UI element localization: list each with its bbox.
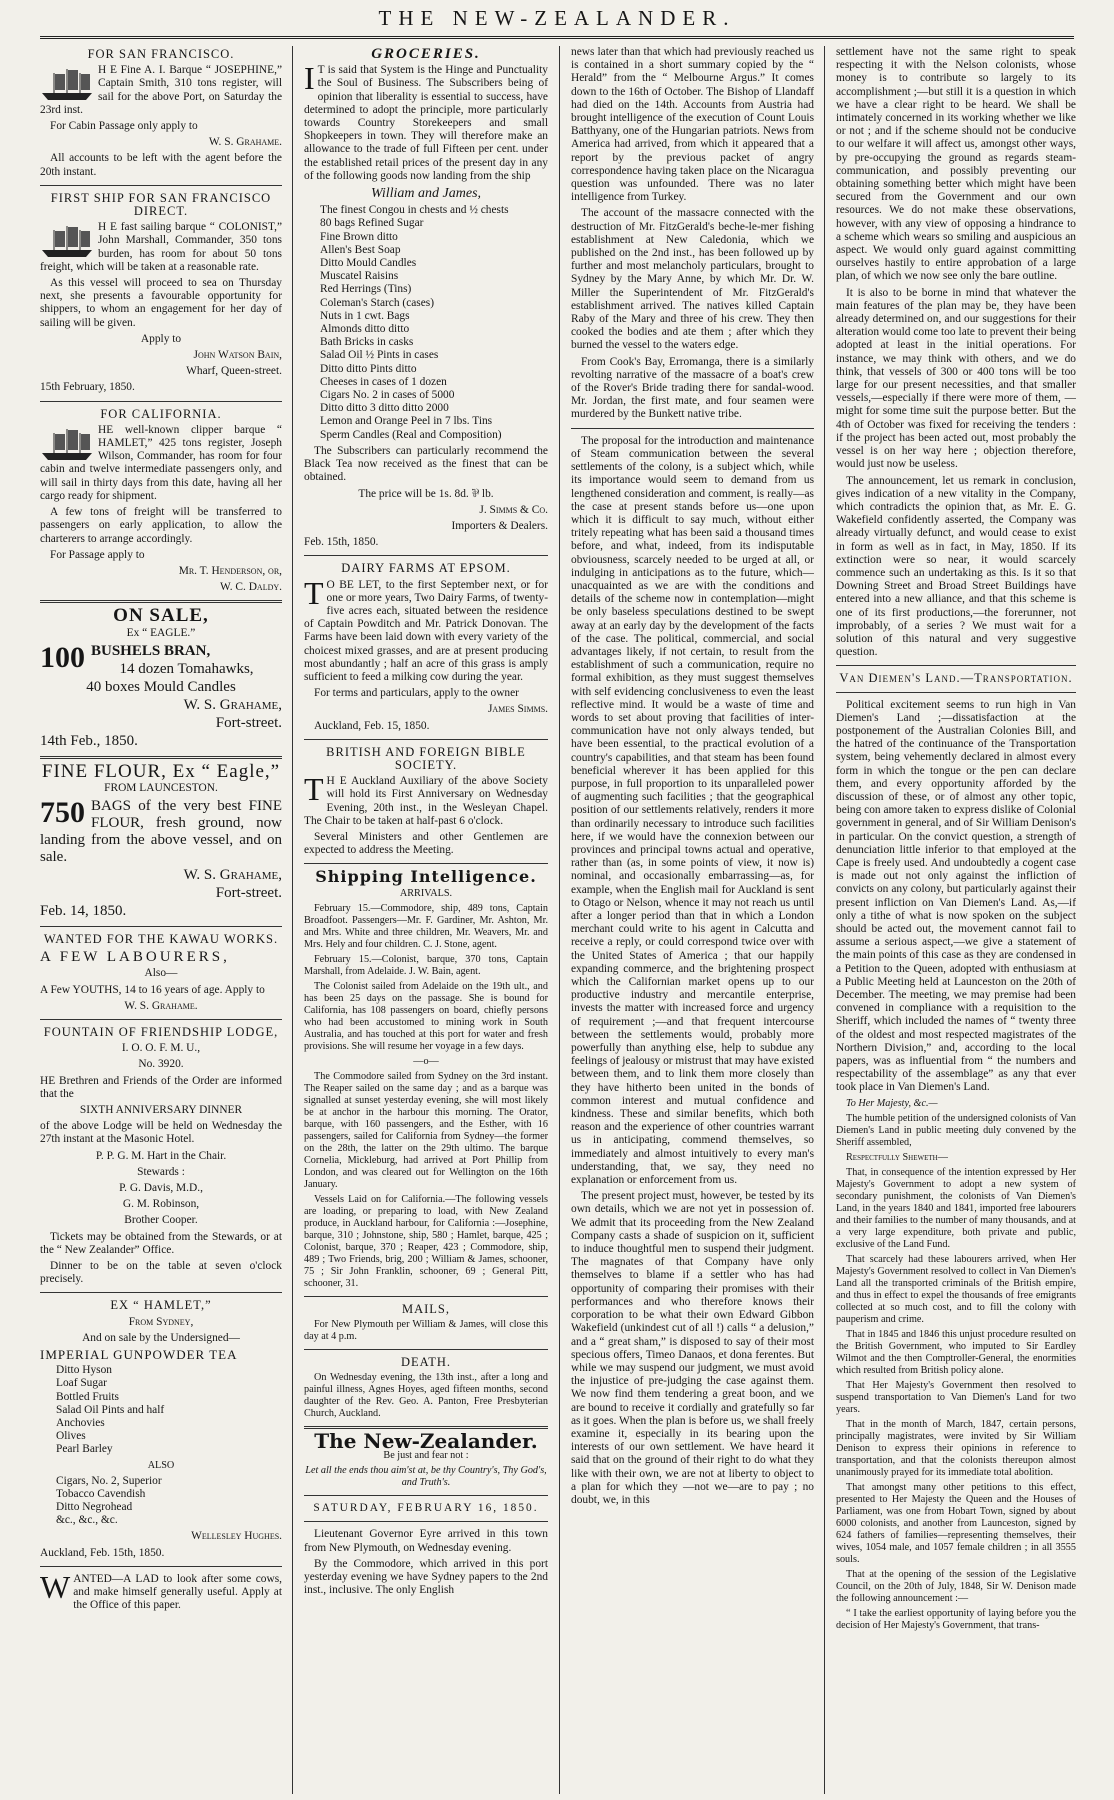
kawau-labourers: A FEW LABOURERS, bbox=[40, 949, 230, 966]
groceries-text: I T is said that System is the Hinge and Punctuality the Soul of Business. The Subscribers being of opinion that liberality is essential to success, have determined to adopt the principle, more particularly towards Country Storekeepers and small Shopkeepers in town. They will therefore make an allowance to the trade of full Fifteen per cent. under the established retail prices of the present day in any of the following goods now landing from the ship bbox=[304, 60, 548, 182]
grocery-item: Muscatel Raisins bbox=[320, 270, 399, 283]
lodge-heading: FOUNTAIN OF FRIENDSHIP LODGE, bbox=[43, 1024, 279, 1039]
lodge-order: I. O. O. F. M. U., bbox=[121, 1042, 201, 1055]
masthead-rule bbox=[40, 36, 1074, 39]
groceries-dealers: Importers & Dealers. bbox=[451, 519, 548, 532]
vessels-for-california: Vessels Laid on for California.—The following vessels are loading, or preparing to load, with New Zealand produce, in Auckland harbour, for California :—Josephine, barque, 310 ; Johnstone, ship, 580 ; Hamlet, barque, 425 ; Colonist, barque, 370 ; Reaper, 423 ; Commodore, ship, 489 ; Two Friends, brig, 200 ; William & James, schooner, 75 ; Sir John Franklin, schooner, 69 ; General Pitt, schooner, 31. bbox=[304, 1193, 548, 1289]
lodge-steward: Brother Cooper. bbox=[124, 1214, 198, 1227]
first-ship-text: H E fast sailing barque “ COLONIST,” John Marshall, Commander, 350 tons burden, has room for about 50 tons freight, which will be taken at a reasonable rate. bbox=[40, 221, 282, 273]
arrivals-label: ARRIVALS. bbox=[399, 887, 453, 899]
article-paragraph: Political excitement seems to run high in Van Diemen's Land ;—dissatisfaction at the postponement of the Australian Colonies Bill, and the hatred of the continuance of the Transportation system, being vehemently declared in almost every form in which the tongue or the pen can declare them, and every opportunity afforded by the discussion of these, or of almost any other topic, being con amore taken to express dislike of Colonial government in general, and of Sir William Denison's in particular. On the convict question, a strength of denunciation little inferior to that employed at the Cape is freely used. And undoubtedly a cogent case is made out not only against the infliction of convicts on any colony, but particularly against their present infliction on Van Diemen's Land. As,—if only a tithe of what is now spoken on the subject should be acted out, the movement cannot fail to assume a serious aspect,—we give a statement of the main points of this case as they are condensed in a Petition to the Queen, adopted with enthusiasm at a Public Meeting held at Launceston on the 20th of December. The meeting, we may premise had been convened in compliance with a requisition to the Sheriff, which included the names of “ twenty three of the oldest and most respected magistrates of the Northern Division,” and, according to the local papers, was as influential from “ the numbers and respectability of the assemblage” as any that ever took place in Van Diemen's Land. bbox=[836, 698, 1076, 1094]
divider bbox=[40, 185, 282, 186]
divider bbox=[304, 739, 548, 740]
hamlet-sale: And on sale by the Undersigned— bbox=[82, 1331, 240, 1344]
lodge-tickets: Tickets may be obtained from the Stewards, or at the “ New Zealander” Office. bbox=[40, 1230, 282, 1256]
article-paragraph: settlement have not the same right to speak respecting it with the Nelson colonists, whose money is to contribute so largely to its accomplishment ;—but still it is a question in which we have a clear right to be heard. We shall be intimately concerned in its working whether we like or not ; and if the scheme should not be conducive to our welfare it will affect us, amongst other ways, by pre-occupying the ground as regards steam-communication, and possibly preventing our obtaining something better which might have been secured from the Government and our own resources. We do not make these observations, however, with any view of opposing a hindrance to a scheme which wears so smiling and auspicious an aspect. We would only guard against committing ourselves hastily to entire approbation of a large plan, of which we now see only the bare outline. bbox=[836, 46, 1076, 283]
grocery-item: Cigars No. 2 in cases of 5000 bbox=[320, 389, 455, 402]
tomahawks-line: 14 dozen Tomahawks, bbox=[119, 660, 254, 677]
grocery-item: Nuts in 1 cwt. Bags bbox=[320, 309, 410, 322]
grocery-item: Ditto ditto 3 ditto ditto 2000 bbox=[320, 402, 449, 415]
petition-paragraph: That in 1845 and 1846 this unjust procedure resulted on the British Government, who imputed to Sir Eardley Wilmot and the then Comptroller-General, the enormities which resulted from British policy alone. bbox=[836, 1328, 1076, 1376]
on-sale-date: 14th Feb., 1850. bbox=[40, 732, 138, 749]
death-heading: DEATH. bbox=[400, 1354, 452, 1369]
flour-signature: W. S. Grahame, bbox=[183, 867, 282, 884]
groceries-date: Feb. 15th, 1850. bbox=[304, 536, 379, 549]
petition-paragraph: That Her Majesty's Government then resolved to suspend transportation to Van Diemen's Land for two years. bbox=[836, 1379, 1076, 1415]
on-sale-address: Fort-street. bbox=[215, 714, 282, 731]
divider bbox=[304, 1495, 548, 1496]
death-notice: On Wednesday evening, the 13th inst., after a long and painful illness, Agnes Hoyes, aged fifteen months, second daughter of the Rev. Geo. A. Panton, Free Presbyterian Church, Auckland. bbox=[304, 1371, 548, 1419]
divider bbox=[304, 1521, 548, 1522]
hamlet-items bbox=[56, 1364, 282, 1456]
petition-paragraph: That at the opening of the session of the Legislative Council, on the 20th of July, 1848, Sir W. Denison made the following announcement :— bbox=[836, 1568, 1076, 1604]
grocery-item: The finest Congou in chests and ½ chests bbox=[320, 204, 509, 217]
bible-body: H E Auckland Auxiliary of the above Society will hold its First Anniversary on Wednesday Evening, 20th inst., in the Wesleyan Chapel. The Chair to be taken at half-past 6 o'clock. bbox=[304, 775, 548, 827]
lodge-dinner-time: Dinner to be on the table at seven o'clock precisely. bbox=[40, 1259, 282, 1286]
hamlet-heading: EX “ HAMLET,” bbox=[110, 1298, 212, 1313]
lodge-stewards-label: Stewards : bbox=[137, 1165, 185, 1178]
hamlet-also: ALSO bbox=[147, 1459, 175, 1471]
column-divider bbox=[559, 46, 560, 1794]
hamlet-date: Auckland, Feb. 15th, 1850. bbox=[40, 1546, 165, 1559]
governor-arrival: Lieutenant Governor Eyre arrived in this town from New Plymouth, on Wednesday evening. bbox=[304, 1528, 548, 1554]
lodge-dinner: SIXTH ANNIVERSARY DINNER bbox=[79, 1103, 243, 1116]
california-text-2: A few tons of freight will be transferred to passengers on early application, to allow the charterers to arrange accordingly. bbox=[40, 506, 282, 545]
hamlet-item: Olives bbox=[56, 1430, 86, 1443]
divider bbox=[40, 1019, 282, 1020]
petition-paragraph: That, in consequence of the intention expressed by Her Majesty's Government to adopt a new system of secondary punishment, the colonists of Van Diemen's Land, in the years 1840 and 1841, imported free labourers and their families to the number of many thousands, and at a very large expenditure, both private and public, exclusive of the Land Fund. bbox=[836, 1166, 1076, 1250]
flour-subheading: FROM LAUNCESTON. bbox=[104, 781, 218, 794]
petition-paragraph: “ I take the earliest opportunity of laying before you the decision of Her Majesty's Government, that trans- bbox=[836, 1607, 1076, 1631]
dairy-body: O BE LET, to the first September next, or for one or more years, Two Dairy Farms, of twenty-five acres each, situated between the residence of Captain Powditch and Mr. Patrick Donovan. The Farms have been laid down with every variety of the choicest mixed grasses, and are at present producing most abundantly ; half an acre of this grass is amply sufficient to feed a milking cow during the year. bbox=[304, 578, 548, 683]
dairy-heading: DAIRY FARMS AT EPSOM. bbox=[341, 561, 511, 576]
petition-paragraph: That amongst many other petitions to this effect, presented to Her Majesty the Queen and the Houses of Parliament, was one from Hobart Town, signed by about 6000 colonists, and another from Launceston, signed by 624 fathers of families—representing themselves, their wives, 1054 male, and 1057 female children ; in all 3555 souls. bbox=[836, 1481, 1076, 1565]
column-2 bbox=[304, 46, 548, 1794]
hamlet-tea: IMPERIAL GUNPOWDER TEA bbox=[40, 1347, 238, 1362]
column-divider bbox=[292, 46, 293, 1794]
san-francisco-heading: FOR SAN FRANCISCO. bbox=[87, 47, 235, 61]
masthead: THE NEW-ZEALANDER. bbox=[378, 6, 736, 30]
grocery-item: Lemon and Orange Peel in 7 lbs. Tins bbox=[320, 415, 493, 428]
grocery-item: Almonds ditto ditto bbox=[320, 323, 410, 336]
dairy-terms: For terms and particulars, apply to the owner bbox=[314, 687, 519, 700]
groceries-ship-name: William and James, bbox=[370, 186, 482, 202]
grocery-item: Bath Bricks in casks bbox=[320, 336, 414, 349]
commodore-news: By the Commodore, which arrived in this port yesterday evening we have Sydney papers to the 2nd inst., inclusive. The only English bbox=[304, 1557, 548, 1597]
hamlet-item: Tobacco Cavendish bbox=[56, 1487, 146, 1500]
motto-line: Be just and fear not : bbox=[383, 1450, 469, 1462]
column-3 bbox=[571, 46, 814, 1794]
grocery-item: Ditto Mould Candles bbox=[320, 257, 417, 270]
california-text: HE well-known clipper barque “ HAMLET,” 425 tons register, Joseph Wilson, Commander, has room for four cabin and twelve intermediate passengers only, and will sail in thirty days from this date, having all her cargo ready for shipment. bbox=[40, 423, 282, 502]
article-paragraph: news later than that which had previously reached us is contained in a short summary copied by the “ Herald” from the “ Melbourne Argus.” It comes down to the 16th of October. The Bishop of Llandaff had died on the 14th. Accounts from Austria had brought intelligence of the execution of Count Louis Batthyany, one of the Hungarian patriots. News from America had arrived, from which it appeared that a report by the previous packet of angry correspondence having taken place on the Nicaragua question was unfounded. There was no later intelligence from Turkey. bbox=[571, 46, 814, 204]
shipping-intelligence-heading: Shipping Intelligence. bbox=[315, 867, 537, 887]
divider bbox=[40, 600, 282, 603]
hamlet-item: &c., &c., &c. bbox=[56, 1514, 118, 1527]
flour-text: BAGS of the very best FINE FLOUR, fresh ground, now landing from the above vessel, and on sale. bbox=[40, 798, 282, 866]
lodge-number: No. 3920. bbox=[138, 1058, 184, 1071]
hamlet-item: Anchovies bbox=[56, 1417, 105, 1430]
first-ship-date: 15th February, 1850. bbox=[40, 381, 135, 394]
article-paragraph: The present project must, however, be tested by its own details, which we are not yet in possession of. We admit that its proceeding from the New Zealand Company casts a shade of suspicion on it, sufficient to induce thoughtful men to suspend their judgment. The magnates of that Company have only themselves to blame if a settler who has had opportunity of comparing their promises with their performances and who therefore knows their corporation to be what their own Edward Gibbon Wakefield (unkindest cut of all !) calls “ a delusion,” and a “ great sham,” is disposed to say of their most specious offers, Timeo Danaos, et dona ferentes. But while we may suspend our judgment, we must avoid the injustice of pre-judging the case against them. We now find them tendering a great boon, and we are bound to receive it cordially and gratefully so far as it goes. When the plan is before us, we shall freely examine it, especially in its bearing upon the interests of our own settlement. We have heard it said that on the ground of their right to do what they like with their own, we are not at liberty to object to a plan for which they —not we—are to pay ; no doubt, we, in this bbox=[571, 1190, 814, 1506]
grocery-item: Fine Brown ditto bbox=[320, 230, 398, 243]
divider bbox=[304, 863, 548, 864]
divider bbox=[304, 1296, 548, 1297]
groceries-heading: GROCERIES. bbox=[371, 46, 481, 62]
editorial-dateline: SATURDAY, FEBRUARY 16, 1850. bbox=[313, 1502, 539, 1515]
california-apply: For Passage apply to bbox=[50, 548, 145, 561]
groceries-signature: J. Simms & Co. bbox=[479, 503, 548, 516]
article-paragraph: The account of the massacre connected with the destruction of Mr. FitzGerald's beche-le-mer fishing establishment at New Caledonia, which we published on the 2nd inst., has been followed up by further and most melancholy particulars, brought to Sydney by the Mary Anne, by which Mr. Dr. W. Miller the Superintendent of Mr. FitzGerald's establishment arrived. The natives killed Captain Raby of the Mary and three of his crew. They then cooked the bodies and ate them ; after which they burned the vessel to the waters edge. bbox=[571, 207, 814, 352]
motto-line: Let all the ends thou aim'st at, be thy Country's, Thy God's, and Truth's. bbox=[305, 1465, 547, 1489]
lad-wanted-body: ANTED—A LAD to look after some cows, and make himself generally useful. Apply at the Office of this paper. bbox=[73, 1572, 282, 1612]
divider bbox=[40, 1566, 282, 1567]
column-4 bbox=[836, 46, 1076, 1794]
lodge-steward: P. G. Davis, M.D., bbox=[119, 1181, 203, 1194]
divider bbox=[40, 926, 282, 927]
divider bbox=[571, 428, 814, 429]
sailing-ship-icon bbox=[40, 426, 94, 462]
grocery-item: 80 bags Refined Sugar bbox=[320, 217, 424, 230]
mails-heading: MAILS, bbox=[401, 1301, 451, 1316]
divider bbox=[836, 665, 1076, 666]
bran-line: BUSHELS BRAN, bbox=[91, 642, 211, 659]
san-francisco-signature: W. S. Grahame. bbox=[208, 136, 282, 149]
san-francisco-text: H E Fine A. I. Barque “ JOSEPHINE,” Captain Smith, 310 tons register, will sail for the above Port, on Saturday the 23rd inst. bbox=[40, 64, 282, 116]
arrival-entry: February 15.—Colonist, barque, 370 tons, Captain Marshall, from Adelaide. J. W. Bain, agent. bbox=[304, 953, 548, 977]
bible-ministers: Several Ministers and other Gentlemen are expected to address the Meeting. bbox=[304, 830, 548, 857]
california-heading: FOR CALIFORNIA. bbox=[100, 406, 222, 421]
on-sale-signature: W. S. Grahame, bbox=[183, 696, 282, 713]
hamlet-item: Salad Oil Pints and half bbox=[56, 1403, 165, 1416]
divider bbox=[304, 1349, 548, 1350]
san-francisco-accounts: All accounts to be left with the agent before the 20th instant. bbox=[40, 152, 282, 178]
flour-date: Feb. 14, 1850. bbox=[40, 903, 127, 920]
california-signature-1: Mr. T. Henderson, or, bbox=[178, 564, 282, 577]
dairy-date: Auckland, Feb. 15, 1850. bbox=[314, 719, 430, 732]
hamlet-items-2 bbox=[56, 1475, 282, 1528]
hamlet-signature: Wellesley Hughes. bbox=[191, 1530, 282, 1543]
groceries-items bbox=[320, 204, 548, 442]
column-divider bbox=[824, 46, 825, 1794]
divider bbox=[40, 756, 282, 759]
grocery-item: Cheeses in cases of 1 dozen bbox=[320, 375, 447, 388]
petition-paragraph: That scarcely had these labourers arrived, when Her Majesty's Government resolved to collect in Van Diemen's Land all the transported criminals of the British empire, and thus in effect to expel the thousands of free emigrants collected at so much cost, and to fill the colony with pauperism and crime. bbox=[836, 1253, 1076, 1325]
dairy-text: T O BE LET, to the first September next, or for one or more years, Two Dairy Farms, of twenty-five acres each, situated between the residence of Captain Powditch and Mr. Patrick Donovan. The Farms have been laid down with every variety of the choicest mixed grasses, and are at present producing most abundantly ; half an acre of this grass is amply sufficient to feed a milking cow during the year. bbox=[304, 574, 548, 683]
groceries-tea-note: The Subscribers can particularly recommend the Black Tea now received as the finest that can be obtained. bbox=[304, 444, 548, 484]
lodge-steward: G. M. Robinson, bbox=[122, 1198, 200, 1211]
grocery-item: Ditto ditto Pints ditto bbox=[320, 362, 417, 375]
commodore-report: The Commodore sailed from Sydney on the 3rd instant. The Reaper sailed on the same day ; and as a barque was signalled at sunset yesterday evening, she will most likely be at anchor in the harbour this morning. The Orator, barque, with 160 passengers, and the Esther, with 16 passengers, sailed for California from Sydney—the former on the 28th, the latter on the 29th ultimo. The barque Cornelia, Mickleburg, had arrived at Port Phillip from London, and was cleared out for Wellington on the 16th January. bbox=[304, 1070, 548, 1190]
section-ornament: —o— bbox=[413, 1055, 439, 1067]
grocery-item: Red Herrings (Tins) bbox=[320, 283, 412, 296]
grocery-item: Allen's Best Soap bbox=[320, 243, 401, 256]
article-paragraph: The proposal for the introduction and maintenance of Steam communication between the several settlements of the colony, is a subject which, while its importance would seem to demand from us lengthened consideration and comment, is really—as the case at present stands before us—one upon which it is difficult to say much, without either tritely repeating what has been said a thousand times before, and what, indeed, from its indisputable obviousness, scarcely needed to be urged at all, or indulging in anticipations as to the future, which—unacquainted as we are with the conditions and details of the scheme now in contemplation—might be only baseless speculations destined to be swept away at an early day by the development of the facts of the case. The political, commercial, and social advantages likely, if not certain, to result from the establishment of such a communication, require no formal exhibition, as they must suggest themselves with self evidencing conclusiveness to even the least reflective mind. It would be a waste of time and words to set about proving that facilities of inter-communication have not only always tended, but have been essential, to the practical evolution of a country's capabilities, and that steam has been found beneficial wherever it has been applied for this purpose, in full proportion to its unparalleled power of augmenting such facilities ; that the geographical position of our settlements relatively, renders it more than ordinarily necessary to introduce such facilities here, if we would have the connexion between our provinces and principal towns actual and operative, rather than (as, in some points of view, it now is) nominal, and occasionally embarrassing—as, for example, when the English mail for Auckland is sent to Otago or Nelson, whence it may not reach us until after a longer period than that in which a London merchant could write to his agent in Calcutta and receive a reply, or could correspond twice over with the United States of America ; that our happily expanding commerce, and the brightening prospect which the Californian market opens up to our productive industry and mercantile enterprise, invests the matter with increased force and urgency of requirement ;—and that frequent intercourse between the settlements would, probably more powerfully than anything else, help to subdue any feelings of jealousy or mistrust that may have existed between them, and to link them more closely than they have hitherto been united in the bonds of common interest and mutual confidence and kindness. These and similar benefits, which both reason and the experience of other countries warrant us in anticipating, commend themselves, so immediately and almost intuitively to every man's understanding, that, we say, they need no explanation or enforcement from us. bbox=[571, 434, 814, 1187]
petition-sheweth: Respectfully Sheweth— bbox=[846, 1151, 948, 1163]
article-paragraph: It is also to be borne in mind that whatever the main features of the plan may be, they have been already determined on, and our suggestions for their alteration would come too late to prevent their being adopted at least in the initial operations. For instance, we may think with others, and we do think, that vessels of 300 or 400 tons will be too large for our present necessities, and that smaller vessels,—especially if there were more of them, —might for some time suit the purpose better. But the 4th of October was fixed for receiving the tenders : if the project has been acted out, most probably the vessel is on her way here ; objection therefore, would just now be useless. bbox=[836, 286, 1076, 471]
colonist-report: The Colonist sailed from Adelaide on the 19th ult., and has been 25 days on the passage. She is bound for California, has 108 passengers on board, chiefly persons who had been accustomed to mining work in South Australia, and has touched at this port for water and fresh provisions. She will resume her voyage in a few days. bbox=[304, 980, 548, 1052]
kawau-signature: W. S. Grahame. bbox=[124, 999, 198, 1012]
hamlet-item: Cigars, No. 2, Superior bbox=[56, 1474, 162, 1487]
lodge-text: HE Brethren and Friends of the Order are informed that the bbox=[40, 1074, 282, 1100]
groceries-price: The price will be 1s. 8d. ⅌ lb. bbox=[358, 487, 494, 500]
divider bbox=[304, 555, 548, 556]
editorial-masthead: The New-Zealander. bbox=[314, 1428, 538, 1453]
petition-intro: The humble petition of the undersigned colonists of Van Diemen's Land in public meeting duly convened by the Sheriff assembled, bbox=[836, 1112, 1076, 1148]
groceries-body: T is said that System is the Hinge and Punctuality the Soul of Business. The Subscribers being of opinion that liberality is essential to success, have determined to adopt the principle, more particularly towards Country Storekeepers and small Shopkeepers in town. They will therefore make an allowance to the trade of full Fifteen per cent. under the established retail prices of the present day in any of the following goods now landing from the ship bbox=[304, 64, 548, 182]
hamlet-item: Ditto Negrohead bbox=[56, 1501, 133, 1514]
divider bbox=[40, 401, 282, 402]
flour-heading: FINE FLOUR, Ex “ Eagle,” bbox=[41, 760, 281, 782]
kawau-youths: A Few YOUTHS, 14 to 16 years of age. Apply to bbox=[40, 983, 265, 996]
grocery-item: Coleman's Starch (cases) bbox=[320, 296, 435, 309]
first-ship-text-2: As this vessel will proceed to sea on Thursday next, she presents a favourable opportunity for shippers, to whom an engagement for her day of sailing will be given. bbox=[40, 277, 282, 329]
hamlet-item: Loaf Sugar bbox=[56, 1377, 107, 1390]
hamlet-from: From Sydney, bbox=[128, 1315, 194, 1328]
first-ship-address: Wharf, Queen-street. bbox=[186, 365, 282, 378]
lad-wanted-text: WANTED—A LAD to look after some cows, and make himself generally useful. Apply at the Office of this paper. bbox=[40, 1568, 282, 1612]
first-ship-heading: FIRST SHIP FOR SAN FRANCISCO DIRECT. bbox=[50, 190, 272, 219]
van-diemens-land-heading: Van Diemen's Land.—Transportation. bbox=[839, 671, 1073, 686]
grocery-item: Salad Oil ½ Pints in cases bbox=[320, 349, 439, 362]
lodge-text-2: of the above Lodge will be held on Wednesday the 27th instant at the Masonic Hotel. bbox=[40, 1120, 282, 1146]
on-sale-heading: ON SALE, bbox=[113, 605, 209, 627]
divider bbox=[836, 692, 1076, 693]
hamlet-item: Bottled Fruits bbox=[56, 1390, 119, 1403]
bran-quantity: 100 bbox=[40, 640, 85, 674]
on-sale-subheading: Ex “ EAGLE.” bbox=[126, 626, 196, 639]
hamlet-item: Pearl Barley bbox=[56, 1443, 113, 1456]
california-signature-2: W. C. Daldy. bbox=[220, 581, 282, 594]
sailing-ship-icon bbox=[40, 223, 94, 259]
article-paragraph: The announcement, let us remark in conclusion, gives indication of a new vitality in the Company, which contradicts the opinion that, as Mr. E. G. Wakefield confidently asserted, the Company was already virtually defunct, and would cease to exist in form as well as in fact, in May, 1850. If its extinction were so near, it would scarcely commence such an undertaking as this. Is it so that Downing Street and Broad Street Buildings have entered into a new alliance, and that this scheme is one of its first productions,—the forerunner, not improbably, of a series ? We must wait for a solution of this natural and very suggestive question. bbox=[836, 474, 1076, 659]
kawau-heading: WANTED FOR THE KAWAU WORKS. bbox=[43, 932, 279, 947]
first-ship-apply: Apply to bbox=[140, 332, 182, 345]
flour-quantity: 750 bbox=[40, 796, 85, 830]
dairy-signature: James Simms. bbox=[487, 703, 548, 716]
bible-society-heading: BRITISH AND FOREIGN BIBLE SOCIETY. bbox=[326, 744, 526, 772]
lodge-chair: P. P. G. M. Hart in the Chair. bbox=[95, 1149, 227, 1162]
arrival-entry: February 15.—Commodore, ship, 489 tons, Captain Broadfoot. Passengers—Mr. F. Gardiner, Mr. Ashton, Mr. and Mrs. White and three children, Mr. Weavers, Mr. and Mrs. Hely and four children. C. J. Stone, agent. bbox=[304, 902, 548, 950]
sailing-ship-icon bbox=[40, 66, 94, 102]
petition-address: To Her Majesty, &c.— bbox=[846, 1097, 938, 1109]
mails-text: For New Plymouth per William & James, will close this day at 4 p.m. bbox=[304, 1318, 548, 1342]
candles-line: 40 boxes Mould Candles bbox=[86, 678, 236, 695]
hamlet-item: Ditto Hyson bbox=[56, 1364, 113, 1377]
flour-address: Fort-street. bbox=[215, 885, 282, 902]
grocery-item: Sperm Candles (Real and Composition) bbox=[320, 428, 502, 441]
divider bbox=[40, 1292, 282, 1293]
column-1 bbox=[40, 46, 282, 1794]
san-francisco-apply: For Cabin Passage only apply to bbox=[50, 120, 198, 133]
bible-text: T H E Auckland Auxiliary of the above Society will hold its First Anniversary on Wednesday Evening, 20th inst., in the Wesleyan Chapel. The Chair to be taken at half-past 6 o'clock. bbox=[304, 771, 548, 827]
first-ship-signature: John Watson Bain, bbox=[193, 349, 282, 362]
article-paragraph: From Cook's Bay, Erromanga, there is a similarly revolting narrative of the massacre of a boat's crew of the Rover's Bride trading there for sandal-wood. Mr. Jordan, the first mate, and four seamen were murdered by the Bunkett native tribe. bbox=[571, 355, 814, 421]
petition-paragraph: That in the month of March, 1847, certain persons, principally magistrates, were invited by Sir William Denison to express their opinions in reference to transportation, and that the colonists thereupon almost unanimously prayed for its immediate total abolition. bbox=[836, 1418, 1076, 1478]
kawau-also: Also— bbox=[144, 967, 178, 980]
